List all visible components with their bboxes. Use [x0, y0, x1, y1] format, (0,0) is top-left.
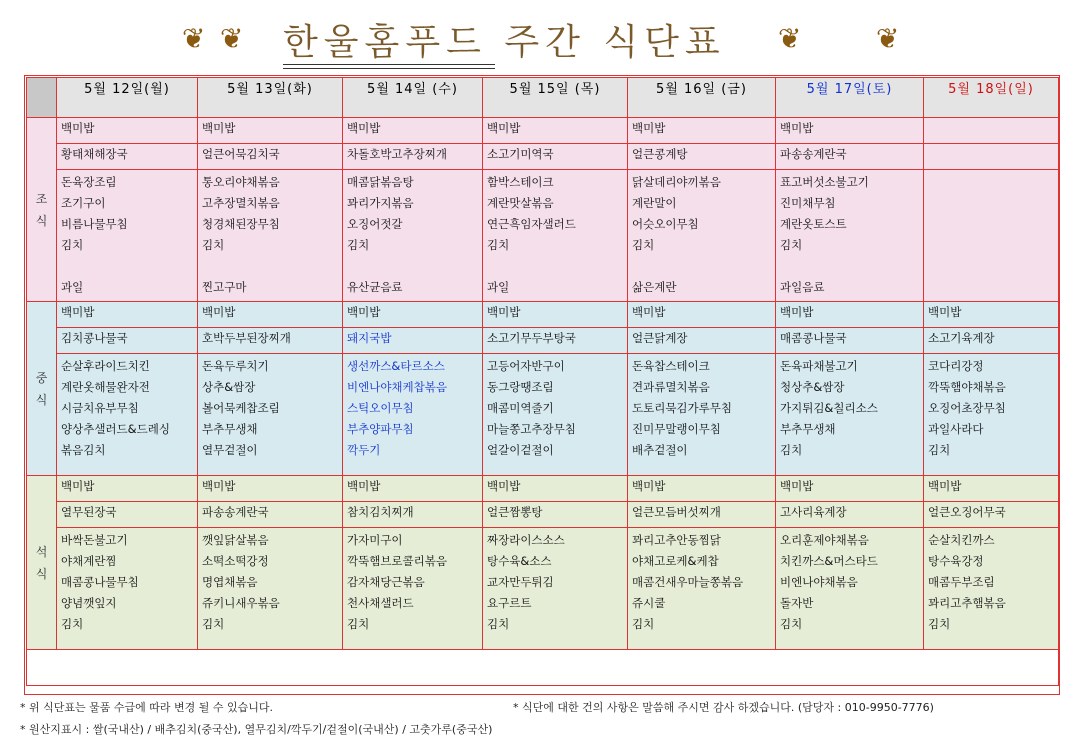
- menu-item: 시금치유부무침: [61, 401, 139, 415]
- menu-item: 요구르트: [487, 596, 532, 610]
- menu-item: 깍두기: [347, 443, 381, 457]
- menu-item: 김치: [928, 443, 951, 457]
- menu-item: 김치: [632, 238, 655, 252]
- menu-item: 열무된장국: [61, 505, 117, 519]
- menu-item: [924, 277, 1058, 298]
- menu-cell: [628, 528, 776, 650]
- menu-item: [198, 256, 342, 277]
- menu-item: 계란옷토스트: [780, 217, 847, 231]
- menu-item: 김치: [632, 617, 655, 631]
- menu-item: 차돌호박고추장찌개: [347, 147, 447, 161]
- menu-cell: [198, 528, 343, 650]
- menu-item: 감자채당근볶음: [347, 575, 425, 589]
- menu-item: 매콤미역줄기: [487, 401, 554, 415]
- menu-item: 가자미구이: [347, 533, 403, 547]
- menu-cell: [483, 354, 628, 476]
- menu-item: 오리훈제야채볶음: [780, 533, 869, 547]
- title-row: [0, 8, 1085, 68]
- menu-item: 탕수육강정: [928, 554, 984, 568]
- menu-cell: [924, 528, 1059, 650]
- menu-item: 치킨까스&머스타드: [780, 554, 878, 568]
- menu-item: 배추겉절이: [632, 443, 688, 457]
- menu-item: 순살후라이드치킨: [61, 359, 150, 373]
- menu-item: [343, 256, 482, 277]
- menu-item: 탕수육&소스: [487, 554, 552, 568]
- menu-item: 김치: [780, 617, 803, 631]
- menu-item: 오징어젓갈: [347, 217, 403, 231]
- menu-item: 돈육파채불고기: [780, 359, 858, 373]
- menu-item: [628, 256, 775, 277]
- menu-cell: [924, 354, 1059, 476]
- menu-cell: [628, 170, 776, 302]
- menu-cell: [924, 328, 1059, 354]
- menu-item: 고등어자반구이: [487, 359, 565, 373]
- lunch-label: 중 식: [27, 302, 57, 476]
- menu-item: 백미밥: [347, 479, 381, 493]
- menu-item: 김치: [928, 617, 951, 631]
- menu-item: 명엽채볶음: [202, 575, 258, 589]
- menu-item: 스틱오이무침: [347, 401, 414, 415]
- menu-item: 백미밥: [632, 479, 666, 493]
- breakfast-label: 조 식: [27, 118, 57, 302]
- menu-item: 꽈리가지볶음: [347, 196, 414, 210]
- menu-item: 표고버섯소불고기: [780, 175, 869, 189]
- menu-item: 삶은계란: [632, 280, 677, 294]
- menu-item: 김치: [780, 443, 803, 457]
- page-title: 한울홈푸드 주간 식단표: [283, 22, 726, 63]
- menu-item: 김치콩나물국: [61, 331, 128, 345]
- menu-cell: [483, 118, 628, 144]
- menu-cell: [57, 328, 198, 354]
- day-header: 5월 16일 (금): [628, 78, 776, 118]
- menu-item: 돈육찹스테이크: [632, 359, 710, 373]
- menu-item: 호박두부된장찌개: [202, 331, 291, 345]
- menu-cell: [483, 328, 628, 354]
- menu-cell: [776, 354, 924, 476]
- menu-item: 어슷오이무침: [632, 217, 699, 231]
- header-corner: [27, 78, 57, 118]
- menu-item: 과일사라다: [928, 422, 984, 436]
- menu-item: 도토리묵김가루무침: [632, 401, 732, 415]
- menu-item: 양상추샐러드&드레싱: [61, 422, 170, 436]
- menu-cell: [198, 354, 343, 476]
- menu-item: 함박스테이크: [487, 175, 554, 189]
- menu-item: 닭살데리야끼볶음: [632, 175, 721, 189]
- menu-item: 백미밥: [347, 305, 381, 319]
- menu-cell: [628, 144, 776, 170]
- menu-item: [924, 193, 1058, 214]
- menu-item: 계란맛살볶음: [487, 196, 554, 210]
- menu-cell: [343, 170, 483, 302]
- menu-item: 백미밥: [928, 305, 962, 319]
- menu-cell: [776, 502, 924, 528]
- menu-item: 백미밥: [487, 305, 521, 319]
- menu-item: 파송송계란국: [202, 505, 269, 519]
- menu-item: 매콤건새우마늘쫑볶음: [632, 575, 744, 589]
- heart-leaf-ornament-icon: ❦: [182, 22, 206, 55]
- menu-item: 볶음김치: [61, 443, 106, 457]
- menu-item: 얼큰짬뽕탕: [487, 505, 543, 519]
- menu-item: 얼큰닭계장: [632, 331, 688, 345]
- menu-item: 얼큰어묵김치국: [202, 147, 280, 161]
- menu-cell: [776, 118, 924, 144]
- menu-item: 비엔나야채케찹볶음: [347, 380, 447, 394]
- menu-cell: [628, 354, 776, 476]
- menu-cell: [57, 476, 198, 502]
- menu-item: 김치: [61, 617, 84, 631]
- menu-item: 돼지국밥: [347, 331, 392, 345]
- heart-leaf-ornament-icon: ❦: [220, 22, 244, 55]
- menu-cell: [776, 328, 924, 354]
- menu-item: 과일음료: [780, 280, 825, 294]
- menu-item: 깍뚝햄브로콜리볶음: [347, 554, 447, 568]
- menu-item: 코다리강정: [928, 359, 984, 373]
- menu-item: 연근흑임자샐러드: [487, 217, 576, 231]
- menu-cell: [57, 502, 198, 528]
- menu-item: [57, 256, 197, 277]
- menu-item: 계란옷해물완자전: [61, 380, 150, 394]
- menu-item: 고추장멸치볶음: [202, 196, 280, 210]
- menu-item: 양념깻잎지: [61, 596, 117, 610]
- menu-item: 상추&쌈장: [202, 380, 256, 394]
- menu-item: 부추무생채: [202, 422, 258, 436]
- menu-cell: [924, 302, 1059, 328]
- day-header-saturday: 5월 17일(토): [776, 78, 924, 118]
- heart-leaf-ornament-icon: ❦: [876, 22, 900, 55]
- menu-item: 진미무말랭이무침: [632, 422, 721, 436]
- menu-item: 천사채샐러드: [347, 596, 414, 610]
- menu-item: [776, 256, 923, 277]
- menu-item: 소고기미역국: [487, 147, 554, 161]
- menu-item: 깍뚝햄야채볶음: [928, 380, 1006, 394]
- menu-item: 과일: [487, 280, 510, 294]
- menu-item: 김치: [202, 238, 225, 252]
- menu-cell: [198, 118, 343, 144]
- menu-item: 김치: [780, 238, 803, 252]
- menu-item: 백미밥: [202, 479, 236, 493]
- menu-item: [483, 256, 627, 277]
- menu-item: 견과류멸치볶음: [632, 380, 710, 394]
- note-change: * 위 식단표는 물품 수급에 따라 변경 될 수 있습니다.: [20, 701, 273, 714]
- menu-item: 김치: [202, 617, 225, 631]
- menu-cell: [776, 170, 924, 302]
- menu-cell: [776, 302, 924, 328]
- menu-item: 바싹돈불고기: [61, 533, 128, 547]
- menu-item: 꽈리고추안동찜닭: [632, 533, 721, 547]
- note-origin: * 원산지표시 : 쌀(국내산) / 배추김치(중국산), 열무김치/깍두기/겉절이(국내산) / 고춧가루(중국산): [20, 723, 493, 736]
- day-header: 5월 12일(월): [57, 78, 198, 118]
- day-header: 5월 14일 (수): [343, 78, 483, 118]
- day-header: 5월 15일 (목): [483, 78, 628, 118]
- menu-cell: [343, 476, 483, 502]
- menu-item: 쥬시쿨: [632, 596, 666, 610]
- menu-item: 가지튀김&칠리소스: [780, 401, 878, 415]
- menu-cell: [198, 144, 343, 170]
- menu-cell: [924, 144, 1059, 170]
- menu-item: 얼큰모듬버섯찌개: [632, 505, 721, 519]
- menu-item: 청상추&쌈장: [780, 380, 845, 394]
- menu-item: 김치: [347, 617, 370, 631]
- menu-item: 깻잎닭살볶음: [202, 533, 269, 547]
- menu-cell: [343, 118, 483, 144]
- menu-item: 소고기무두부탕국: [487, 331, 576, 345]
- menu-item: 백미밥: [780, 121, 814, 135]
- menu-cell: [483, 476, 628, 502]
- menu-cell: [343, 302, 483, 328]
- menu-item: 야채계란찜: [61, 554, 117, 568]
- dinner-label: 석 식: [27, 476, 57, 650]
- menu-item: 비름나물무침: [61, 217, 128, 231]
- menu-cell: [628, 328, 776, 354]
- menu-item: 순살치킨까스: [928, 533, 995, 547]
- menu-item: 백미밥: [780, 305, 814, 319]
- menu-cell: [483, 170, 628, 302]
- menu-cell: [776, 144, 924, 170]
- menu-cell: [776, 528, 924, 650]
- menu-item: 비엔나야채볶음: [780, 575, 858, 589]
- menu-cell: [57, 144, 198, 170]
- menu-cell: [776, 476, 924, 502]
- menu-cell: [343, 328, 483, 354]
- menu-item: 부추무생채: [780, 422, 836, 436]
- menu-item: 백미밥: [61, 479, 95, 493]
- menu-item: 백미밥: [61, 121, 95, 135]
- note-contact: * 식단에 대한 건의 사항은 말씀해 주시면 감사 하겠습니다. (담당자 : 010-9950-7776): [513, 701, 934, 714]
- menu-item: 김치: [347, 238, 370, 252]
- menu-item: [924, 172, 1058, 193]
- menu-item: 매콤콩나물무침: [61, 575, 139, 589]
- menu-item: 매콤두부조림: [928, 575, 995, 589]
- menu-cell: [924, 170, 1059, 302]
- menu-item: 교자만두튀김: [487, 575, 554, 589]
- menu-item: 부추양파무침: [347, 422, 414, 436]
- menu-item: 고사리육계장: [780, 505, 847, 519]
- menu-item: [924, 214, 1058, 235]
- menu-cell: [628, 302, 776, 328]
- menu-item: 백미밥: [632, 305, 666, 319]
- menu-item: 참치김치찌개: [347, 505, 414, 519]
- menu-item: 볼어묵케찹조림: [202, 401, 280, 415]
- menu-cell: [198, 476, 343, 502]
- menu-cell: [483, 528, 628, 650]
- menu-item: 찐고구마: [202, 280, 247, 294]
- menu-cell: [198, 170, 343, 302]
- menu-cell: [57, 528, 198, 650]
- menu-cell: [198, 328, 343, 354]
- menu-item: 김치: [487, 617, 510, 631]
- menu-cell: [483, 502, 628, 528]
- menu-item: 소떡소떡강정: [202, 554, 269, 568]
- menu-item: 오징어초장무침: [928, 401, 1006, 415]
- menu-item: 돈육장조림: [61, 175, 117, 189]
- menu-item: 야채고로케&케찹: [632, 554, 719, 568]
- footer-blank-row: [27, 650, 1059, 686]
- menu-item: [924, 235, 1058, 256]
- menu-item: 꽈리고추햄볶음: [928, 596, 1006, 610]
- menu-item: 동그랑땡조림: [487, 380, 554, 394]
- menu-cell: [343, 144, 483, 170]
- heart-leaf-ornament-icon: ❦: [778, 22, 802, 55]
- day-header: 5월 13일(화): [198, 78, 343, 118]
- menu-item: 백미밥: [347, 121, 381, 135]
- menu-item: 얼갈이겉절이: [487, 443, 554, 457]
- menu-cell: [483, 302, 628, 328]
- menu-cell: [483, 144, 628, 170]
- menu-item: 과일: [61, 280, 84, 294]
- menu-item: 백미밥: [928, 479, 962, 493]
- menu-item: 매콤닭볶음탕: [347, 175, 414, 189]
- menu-item: 백미밥: [487, 121, 521, 135]
- menu-item: 백미밥: [202, 305, 236, 319]
- menu-cell: [924, 118, 1059, 144]
- menu-item: 짜장라이스소스: [487, 533, 565, 547]
- menu-item: 쥬키니새우볶음: [202, 596, 280, 610]
- menu-item: 유산균음료: [347, 280, 403, 294]
- menu-cell: [57, 170, 198, 302]
- menu-cell: [57, 354, 198, 476]
- menu-item: 황태채해장국: [61, 147, 128, 161]
- menu-item: 열무겉절이: [202, 443, 258, 457]
- menu-item: 김치: [487, 238, 510, 252]
- menu-item: 진미채무침: [780, 196, 836, 210]
- menu-item: 계란말이: [632, 196, 677, 210]
- menu-item: 매콤콩나물국: [780, 331, 847, 345]
- menu-cell: [57, 302, 198, 328]
- day-header-sunday: 5월 18일(일): [924, 78, 1059, 118]
- menu-cell: [57, 118, 198, 144]
- menu-cell: [628, 118, 776, 144]
- menu-cell: [343, 354, 483, 476]
- menu-cell: [198, 502, 343, 528]
- weekly-menu-table: [26, 77, 1059, 686]
- menu-item: [924, 256, 1058, 277]
- menu-item: 생선까스&타르소스: [347, 359, 445, 373]
- menu-item: 통오리야채볶음: [202, 175, 280, 189]
- menu-item: 마늘쫑고추장무침: [487, 422, 576, 436]
- menu-cell: [198, 302, 343, 328]
- menu-item: 백미밥: [487, 479, 521, 493]
- menu-cell: [628, 502, 776, 528]
- menu-cell: [343, 528, 483, 650]
- menu-item: 백미밥: [780, 479, 814, 493]
- menu-item: 백미밥: [61, 305, 95, 319]
- menu-cell: [924, 476, 1059, 502]
- menu-cell: [628, 476, 776, 502]
- menu-cell: [343, 502, 483, 528]
- menu-item: 돈육두루치기: [202, 359, 269, 373]
- menu-item: 얼큰오징어무국: [928, 505, 1006, 519]
- menu-item: 소고기육계장: [928, 331, 995, 345]
- menu-item: 백미밥: [632, 121, 666, 135]
- menu-item: 백미밥: [202, 121, 236, 135]
- menu-item: 파송송계란국: [780, 147, 847, 161]
- menu-item: 청경채된장무침: [202, 217, 280, 231]
- menu-item: 조기구이: [61, 196, 106, 210]
- menu-item: 김치: [61, 238, 84, 252]
- menu-item: 얼큰콩계탕: [632, 147, 688, 161]
- title-underline: [283, 64, 495, 69]
- menu-cell: [924, 502, 1059, 528]
- menu-item: 돌자반: [780, 596, 814, 610]
